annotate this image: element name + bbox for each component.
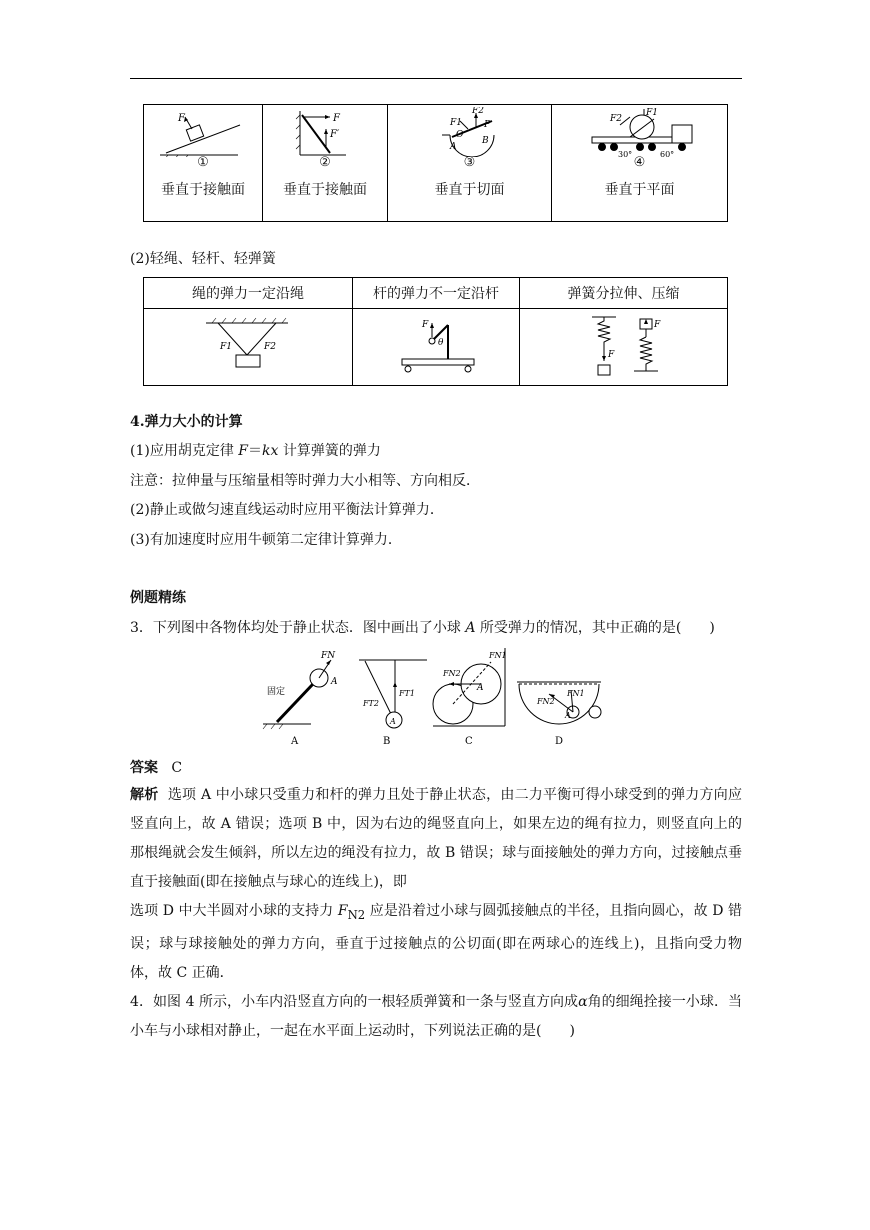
spring-figure <box>564 313 684 381</box>
label-fn1: FN1 <box>567 689 585 698</box>
label-f1: F1 <box>220 342 232 352</box>
table1-caption: 垂直于接触面 <box>161 182 245 198</box>
label-f: F <box>422 320 429 330</box>
rod-wall-figure <box>280 107 370 157</box>
label-o: O <box>455 130 463 140</box>
label-fn2: FN2 <box>537 697 555 706</box>
incline-block-figure <box>158 107 248 157</box>
note-line: 注意：拉伸量与压缩量相等时弹力大小相等、方向相反． <box>130 473 480 489</box>
answer-line: 答案 C <box>130 760 183 776</box>
table1-cell-1 <box>144 105 263 222</box>
table2-header: 杆的弹力不一定沿杆 <box>353 278 520 309</box>
label-p: P <box>483 120 490 130</box>
table1-caption: 垂直于切面 <box>434 182 505 198</box>
table1-cell-2 <box>263 105 388 222</box>
figure-number: ③ <box>463 155 476 170</box>
table1-cell-3 <box>388 105 552 222</box>
example-heading: 例题精练 <box>130 590 186 606</box>
label-f2: F2 <box>471 107 484 116</box>
label-b: B <box>481 136 489 146</box>
f-prime-label: F′ <box>330 129 340 140</box>
f-label: F <box>178 113 185 124</box>
rope-figure-cell <box>144 309 353 386</box>
table2-header: 弹簧分拉伸、压缩 <box>520 278 728 309</box>
q3-figures <box>255 644 615 748</box>
label-fn1: FN1 <box>489 651 507 660</box>
table1-caption: 垂直于平面 <box>604 182 675 198</box>
label-ball: A <box>565 711 571 720</box>
analysis-block <box>130 781 742 1046</box>
analysis-paragraph-1: 解析 选项 A 中小球只受重力和杆的弹力且处于静止状态，由二力平衡可得小球受到的弹力方向应竖直向上，故 A 错误；选项 B 中，因为右边的绳竖直向上，如果左边的绳有拉力，则竖直向上的那根绳就会发生倾斜，所以左边的绳没有拉力，故 B 错误；球与面接触处的弹力方向，过接触点垂直于接触面(即在接触点与球心的连线上)，即 <box>130 787 742 890</box>
figure-d <box>517 682 601 747</box>
figure-b <box>359 660 427 747</box>
rod-figure-cell <box>353 309 520 386</box>
caption-a: A <box>291 736 299 747</box>
spring-figure-cell <box>520 309 728 386</box>
bowl-rod-figure <box>420 107 520 157</box>
truck-figure <box>580 107 700 157</box>
direction-table <box>143 104 728 222</box>
table2-header: 绳的弹力一定沿绳 <box>144 278 353 309</box>
label-ball: A <box>477 683 484 693</box>
label-30: 30° <box>617 150 632 157</box>
label-fixed: 固定 <box>267 687 286 697</box>
figure-number: ① <box>197 155 209 170</box>
figure-number: ② <box>319 155 331 170</box>
figure-a <box>263 651 338 747</box>
caption-b: B <box>383 736 391 747</box>
label-a: A <box>449 142 456 152</box>
label-60: 60° <box>659 150 674 157</box>
figure-number: ④ <box>633 155 646 170</box>
label-ball: A <box>331 677 338 687</box>
label-f1: F1 <box>449 118 462 128</box>
table1-caption: 垂直于接触面 <box>283 182 367 198</box>
table1-cell-4 <box>552 105 728 222</box>
label-ft1: FT1 <box>399 689 415 698</box>
label-ball: A <box>390 717 396 726</box>
rope-figure <box>188 315 308 379</box>
label-f: F <box>653 320 660 330</box>
rope-rod-spring-table <box>143 277 728 386</box>
label-theta: θ <box>438 338 444 348</box>
label-fn2: FN2 <box>443 669 461 678</box>
f-label: F <box>333 113 340 124</box>
label-ft2: FT2 <box>363 699 379 708</box>
method2-line: (2)静止或做匀速直线运动时应用平衡法计算弹力． <box>130 502 444 518</box>
label-f2: F2 <box>609 114 622 124</box>
figure-c <box>433 648 507 747</box>
method3-line: (3)有加速度时应用牛顿第二定律计算弹力． <box>130 532 402 548</box>
section2-title: (2)轻绳、轻杆、轻弹簧 <box>130 251 276 267</box>
label-fn: FN <box>321 651 336 661</box>
label-f: F <box>607 350 614 360</box>
question-3: 3．下列图中各物体均处于静止状态．图中画出了小球 A 所受弹力的情况，其中正确的是( ) <box>130 620 715 636</box>
rod-figure <box>376 315 496 379</box>
caption-c: C <box>465 736 473 747</box>
label-f1: F1 <box>645 108 658 118</box>
caption-d: D <box>555 736 564 747</box>
label-f2: F2 <box>264 342 276 352</box>
hooke-line: (1)应用胡克定律 F＝kx 计算弹簧的弹力 <box>130 443 381 459</box>
analysis-paragraph-2: 选项 D 中大半圆对小球的支持力 $F_{N2}$ 应是沿着过小球与圆弧接触点的半径，且指向圆心，故 D 错误；球与球接触处的弹力方向，垂直于过接触点的公切面(即在两球心的连线上)，且指向受力物体，故 C 正确． <box>130 903 743 981</box>
question-4: 4．如图 4 所示，小车内沿竖直方向的一根轻质弹簧和一条与竖直方向成α角的细绳拴接一小球．当小车与小球相对静止，一起在水平面上运动时，下列说法正确的是( ) <box>130 993 742 1039</box>
section4-title: 4.弹力大小的计算 <box>130 414 243 430</box>
header-rule <box>130 78 742 79</box>
